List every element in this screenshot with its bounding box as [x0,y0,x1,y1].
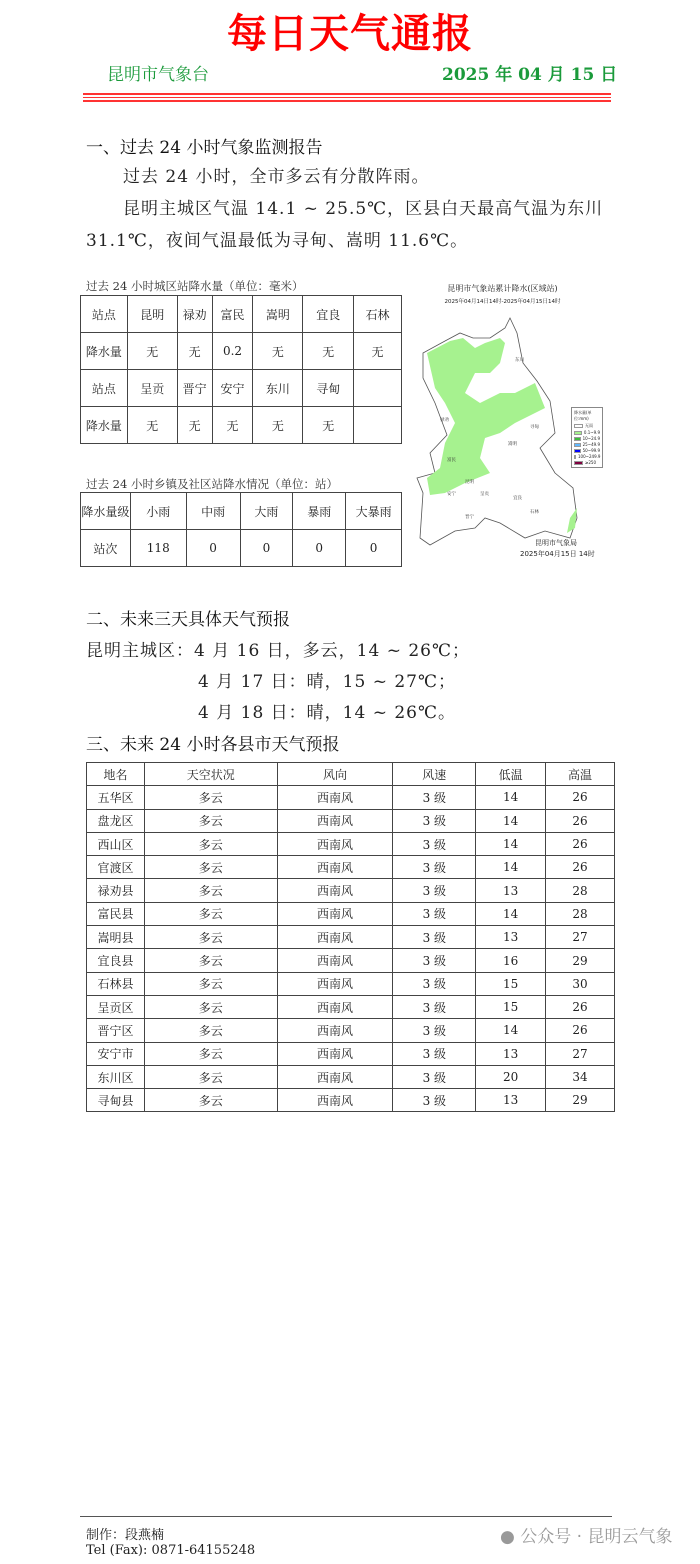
table-cell: 呈贡 [127,370,177,407]
legend-item [574,423,600,429]
table-cell: 无 [303,333,354,370]
table-cell: 20 [476,1065,546,1088]
map-label: 晋宁 [465,515,474,520]
table-cell: 34 [546,1065,615,1088]
forecast-line: 4 月 17 日：晴，15 ~ 27℃； [198,672,456,692]
map-label: 禄劝 [440,418,449,423]
county-forecast-table [86,762,615,1112]
legend-item [574,448,600,453]
temp-text: 昆明主城区气温 14.1 ~ 25.5℃，区县白天最高气温为东川 [123,199,604,219]
table-cell: 多云 [144,786,277,809]
report-title: 每日天气通报 [227,10,473,57]
table-cell: 3 级 [393,1019,476,1042]
table-cell: 宜良县 [87,949,145,972]
divider [83,93,611,95]
maker: 制作：段燕楠 [86,1528,165,1543]
table-cell: 15 [476,995,546,1018]
town-rain-table [80,492,402,567]
table-cell: 3 级 [393,809,476,832]
table-cell: 昆明 [127,296,177,333]
table-cell: 大雨 [240,493,293,530]
table-row [87,902,615,925]
table-cell: 安宁市 [87,1042,145,1065]
watermark-text: 公众号 · 昆明云气象 [520,1527,673,1547]
table-cell: 多云 [144,856,277,879]
table-cell: 小雨 [130,493,186,530]
map-label: 安宁 [447,492,456,497]
table-cell: 西南风 [277,972,393,995]
table-cell: 多云 [144,949,277,972]
table-cell: 29 [546,949,615,972]
table-cell: 寻甸 [303,370,354,407]
forecast-line: 4 月 18 日：晴，14 ~ 26℃。 [198,703,456,723]
table-cell: 无 [177,407,212,444]
legend-label: 100~249.9 [578,454,601,459]
table-cell: 3 级 [393,879,476,902]
map-label: 富民 [447,458,456,463]
table-cell: 无 [253,407,303,444]
table-row [87,1089,615,1112]
table-cell: 26 [546,832,615,855]
table-cell: 无 [354,333,402,370]
table-cell: 西南风 [277,809,393,832]
table-cell: 西南风 [277,1089,393,1112]
map-label: 寻甸 [530,425,539,430]
table-cell: 站点 [81,370,128,407]
column-header: 风向 [277,763,393,786]
table-row [87,972,615,995]
table-cell: 西南风 [277,949,393,972]
table-cell: 27 [546,926,615,949]
divider [83,97,611,98]
table-cell: 西南风 [277,995,393,1018]
table-cell: 26 [546,1019,615,1042]
table-cell: 站点 [81,296,128,333]
table-cell: 多云 [144,1042,277,1065]
table-cell: 降水量 [81,407,128,444]
map-label: 昆明 [465,480,474,485]
legend-label: 无雨 [585,423,593,428]
table-cell: 0 [293,530,346,567]
table-cell [354,370,402,407]
table-cell: 28 [546,902,615,925]
table-cell: 14 [476,832,546,855]
table-cell: 无 [212,407,253,444]
table-cell: 多云 [144,902,277,925]
table-cell: 站次 [81,530,131,567]
legend-label: ≥250 [585,460,596,465]
table-cell: 14 [476,786,546,809]
table-cell: 0.2 [212,333,253,370]
table-cell: 无 [253,333,303,370]
table-cell: 安宁 [212,370,253,407]
table-cell: 西南风 [277,832,393,855]
table-cell: 无 [127,333,177,370]
table-cell: 16 [476,949,546,972]
table-cell: 石林 [354,296,402,333]
column-header: 高温 [546,763,615,786]
table-cell: 呈贡区 [87,995,145,1018]
legend-swatch [574,443,581,447]
table-cell: 西南风 [277,1065,393,1088]
column-header: 风速 [393,763,476,786]
table-cell: 中雨 [186,493,240,530]
column-header: 低温 [476,763,546,786]
table-cell: 禄劝 [177,296,212,333]
legend-swatch [574,449,581,453]
legend-label: 25~49.9 [582,442,600,447]
legend-swatch [574,437,581,441]
map-agency: 昆明市气象局 [535,539,577,547]
table-cell: 0 [240,530,293,567]
table-cell: 29 [546,1089,615,1112]
table-cell: 嵩明 [253,296,303,333]
table-cell: 27 [546,1042,615,1065]
table-cell: 3 级 [393,1065,476,1088]
map-label: 嵩明 [508,442,517,447]
divider [83,100,611,102]
table-cell: 0 [186,530,240,567]
tel: Tel (Fax): 0871-64155248 [86,1543,256,1558]
table-cell: 14 [476,1019,546,1042]
town-table-caption: 过去 24 小时乡镇及社区站降水情况（单位：站） [86,477,338,491]
legend-item [574,454,600,459]
table-cell: 3 级 [393,949,476,972]
table-cell: 14 [476,902,546,925]
table-cell: 降水量级 [81,493,131,530]
rain-table [80,295,402,444]
table-row [87,1019,615,1042]
table-row [87,949,615,972]
table-cell: 多云 [144,879,277,902]
table-cell: 五华区 [87,786,145,809]
map-legend [571,407,603,468]
table-cell: 13 [476,1089,546,1112]
table-cell: 无 [303,407,354,444]
table-cell: 多云 [144,832,277,855]
wechat-icon: ● [500,1527,515,1547]
table-cell: 嵩明县 [87,926,145,949]
table-row [87,809,615,832]
table-cell: 多云 [144,995,277,1018]
section1-heading: 一、过去 24 小时气象监测报告 [86,138,323,158]
table-cell: 西南风 [277,1019,393,1042]
table-row [87,856,615,879]
table-cell: 26 [546,809,615,832]
table-row [81,370,402,407]
forecast-line: 昆明主城区：4 月 16 日，多云，14 ~ 26℃； [86,641,470,661]
legend-item [574,442,600,447]
map-label: 石林 [530,510,539,515]
map-subtitle: 2025年04月14日14时-2025年04月15日14时 [444,299,561,305]
rain-table-caption: 过去 24 小时城区站降水量（单位：毫米） [86,279,304,293]
table-cell: 3 级 [393,786,476,809]
legend-item [574,430,600,435]
table-cell: 无 [177,333,212,370]
table-cell: 26 [546,856,615,879]
section3-heading: 三、未来 24 小时各县市天气预报 [86,735,340,755]
table-row [87,995,615,1018]
table-cell: 3 级 [393,856,476,879]
table-cell: 西南风 [277,856,393,879]
table-cell: 西南风 [277,786,393,809]
table-cell: 13 [476,879,546,902]
table-cell: 多云 [144,926,277,949]
table-cell: 晋宁区 [87,1019,145,1042]
legend-label: 10~24.9 [582,436,600,441]
table-cell: 26 [546,786,615,809]
table-cell: 3 级 [393,832,476,855]
table-cell: 多云 [144,972,277,995]
table-row [81,407,402,444]
table-cell: 14 [476,809,546,832]
table-cell: 东川区 [87,1065,145,1088]
table-cell: 晋宁 [177,370,212,407]
section2-heading: 二、未来三天具体天气预报 [86,610,290,630]
table-cell: 官渡区 [87,856,145,879]
table-cell: 西南风 [277,1042,393,1065]
watermark [500,1522,672,1547]
map-label: 呈贡 [480,492,489,497]
table-cell: 13 [476,1042,546,1065]
table-cell: 3 级 [393,972,476,995]
table-row [81,296,402,333]
legend-swatch [574,431,582,435]
table-cell: 3 级 [393,902,476,925]
table-cell [354,407,402,444]
legend-swatch [574,461,583,465]
table-cell: 西山区 [87,832,145,855]
table-cell: 15 [476,972,546,995]
table-cell: 石林县 [87,972,145,995]
table-cell: 26 [546,995,615,1018]
table-cell: 多云 [144,1019,277,1042]
table-cell: 东川 [253,370,303,407]
map-title: 昆明市气象站累计降水(区域站) [447,284,558,293]
legend-swatch [574,424,583,428]
legend-title: 降水量(单位:mm) [574,410,592,421]
table-row [87,786,615,809]
table-cell: 降水量 [81,333,128,370]
report-date: 2025 年 04 月 15 日 [442,65,618,85]
column-header: 天空状况 [144,763,277,786]
table-cell: 多云 [144,1065,277,1088]
map-label: 东川 [515,358,524,363]
table-cell: 多云 [144,1089,277,1112]
table-row [81,493,402,530]
temp-text-cont: 31.1℃，夜间气温最低为寻甸、嵩明 11.6℃。 [86,231,469,251]
org-name: 昆明市气象台 [107,65,209,85]
table-cell: 寻甸县 [87,1089,145,1112]
column-header: 地名 [87,763,145,786]
legend-swatch [574,455,576,459]
table-cell: 西南风 [277,902,393,925]
table-cell: 禄劝县 [87,879,145,902]
summary-text: 过去 24 小时，全市多云有分散阵雨。 [123,167,430,187]
table-cell: 大暴雨 [346,493,402,530]
table-cell: 西南风 [277,926,393,949]
map-time: 2025年04月15日 14时 [520,550,595,558]
table-cell: 多云 [144,809,277,832]
table-cell: 3 级 [393,1089,476,1112]
table-cell: 30 [546,972,615,995]
rain-map [405,283,600,563]
table-row [87,926,615,949]
legend-label: 50~99.9 [582,448,600,453]
table-cell: 西南风 [277,879,393,902]
legend-label: 0.1~9.9 [583,430,600,435]
table-cell: 3 级 [393,995,476,1018]
table-cell: 3 级 [393,1042,476,1065]
table-cell: 富民县 [87,902,145,925]
table-row [87,1042,615,1065]
table-cell: 13 [476,926,546,949]
table-cell: 28 [546,879,615,902]
table-cell: 盘龙区 [87,809,145,832]
table-cell: 3 级 [393,926,476,949]
table-cell: 宜良 [303,296,354,333]
table-cell: 暴雨 [293,493,346,530]
footer-divider [80,1516,612,1517]
table-row [87,832,615,855]
table-cell: 富民 [212,296,253,333]
table-row [81,530,402,567]
table-row [87,879,615,902]
legend-item [574,460,600,465]
map-label: 宜良 [513,496,522,501]
table-cell: 14 [476,856,546,879]
table-row [81,333,402,370]
legend-item [574,436,600,441]
table-cell: 118 [130,530,186,567]
table-row [87,1065,615,1088]
table-cell: 无 [127,407,177,444]
table-cell: 0 [346,530,402,567]
